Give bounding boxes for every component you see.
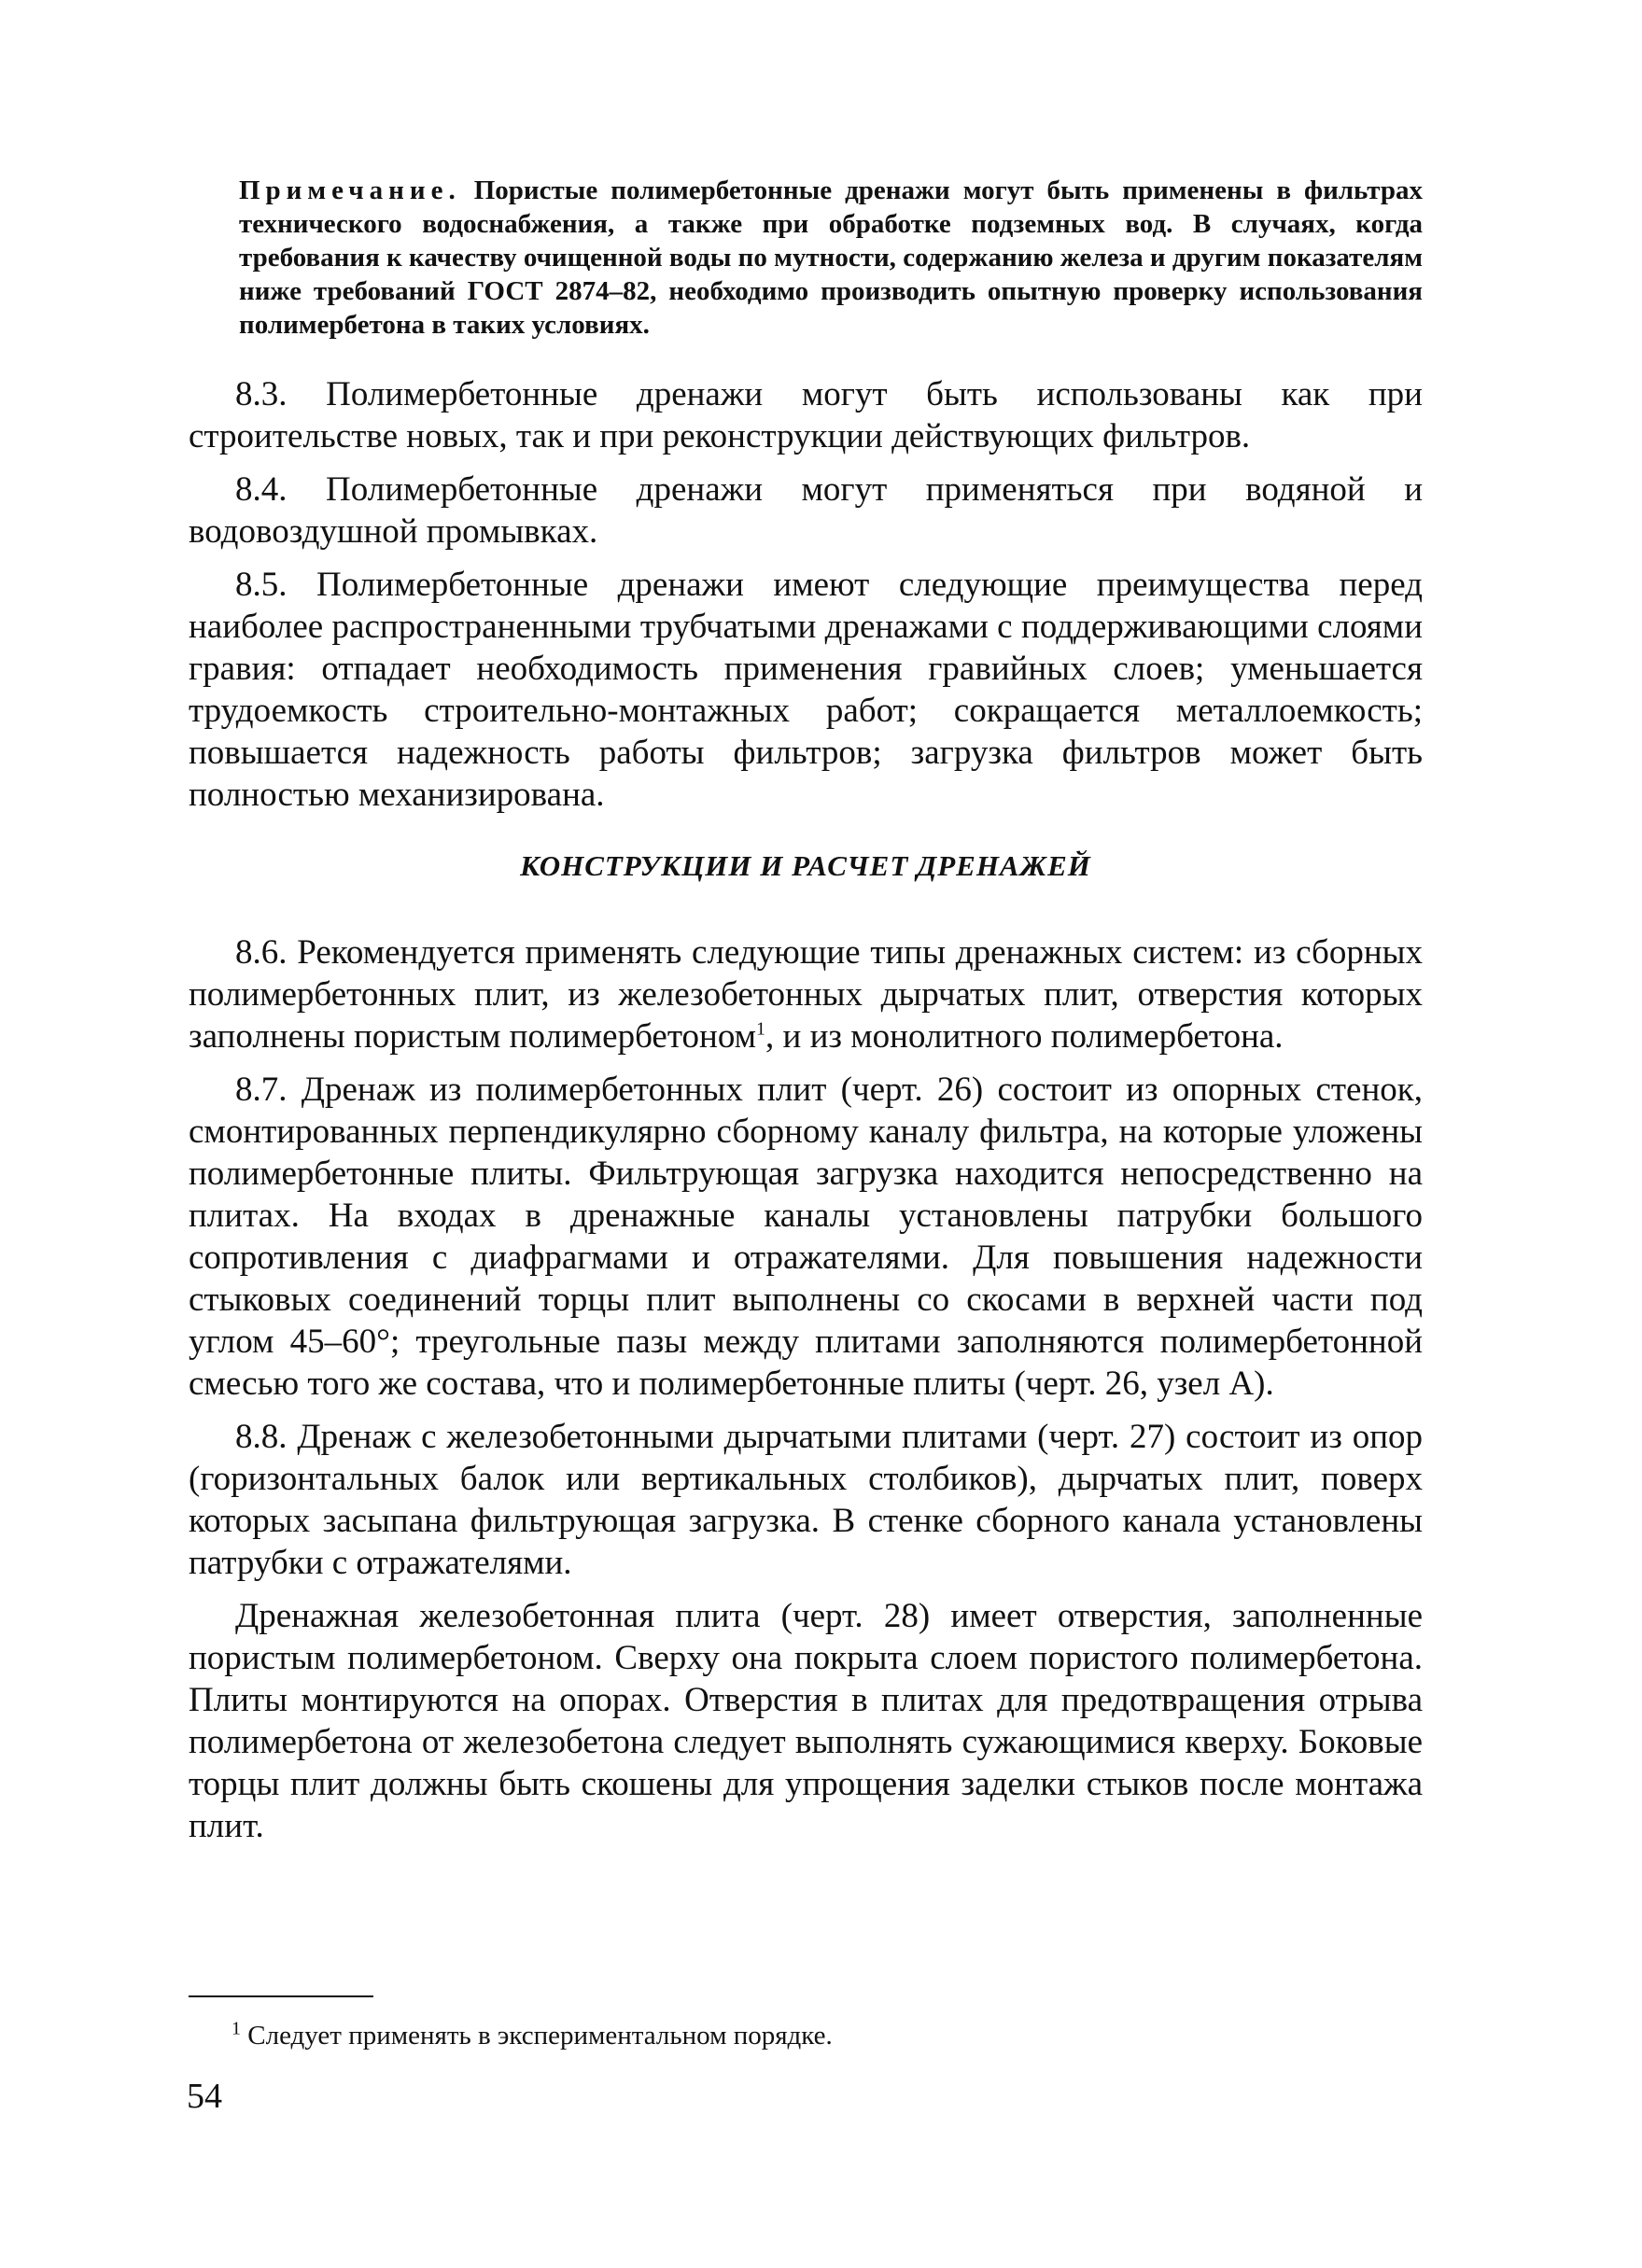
paragraph-8-7: [189, 1069, 1423, 1405]
paragraph-text-continued: , и из монолитного полимербетона.: [765, 1017, 1284, 1056]
footnote-mark: 1: [232, 2018, 241, 2039]
footnote-text: Следует применять в экспериментальном порядке.: [247, 2021, 833, 2051]
paragraphs-bottom: [189, 931, 1423, 1858]
section-title: КОНСТРУКЦИИ И РАСЧЕТ ДРЕНАЖЕЙ: [520, 849, 1091, 882]
paragraph-text: Полимербетонные дренажи могут применяться при водяной и водовоздушной промывках.: [189, 470, 1423, 551]
paragraph-8-6: [189, 931, 1423, 1057]
paragraph-drainage-plate: [189, 1595, 1423, 1847]
footnote: [232, 2019, 1352, 2052]
paragraph-number: 8.6.: [235, 933, 288, 972]
footnote-reference: 1: [756, 1018, 766, 1040]
note-block: [239, 174, 1423, 342]
paragraph-8-3: [189, 373, 1423, 457]
paragraph-number: 8.7.: [235, 1071, 288, 1109]
paragraph-number: 8.4.: [235, 470, 288, 509]
page-number: 54: [187, 2077, 222, 2116]
paragraph-text: Полимербетонные дренажи могут быть использованы как при строительстве новых, так и при реконструкции действующих фильтров.: [189, 375, 1423, 455]
paragraph-text: Дренаж из полимербетонных плит (черт. 26) состоит из опорных стенок, смонтированных перпендикулярно сборному каналу фильтра, на которые уложены полимербетонные плиты. Фильтрующая загрузка находится непосредственно на плитах. На входах в дренажные каналы установлены патрубки большого сопротивления с диафрагмами и отражателями. Для повышения надежности стыковых соединений торцы плит выполнены со скосами в верхней части под углом 45–60°; треугольные пазы между плитами заполняются полимербетонной смесью того же состава, что и полимербетонные плиты (черт. 26, узел А).: [189, 1071, 1424, 1403]
paragraph-8-5: [189, 564, 1423, 816]
paragraph-text: Полимербетонные дренажи имеют следующие преимущества перед наиболее распространенными трубчатыми дренажами с поддерживающими слоями гравия: отпадает необходимость применения гравийных слоев; уменьшается трудоемкость строительно-монтажных работ; сокращается металлоемкость; повышается надежность работы фильтров; загрузка фильтров может быть полностью механизирована.: [189, 566, 1423, 814]
paragraph-text: Дренажная железобетонная плита (черт. 28) имеет отверстия, заполненные пористым полимербетоном. Сверху она покрыта слоем пористого полимербетона. Плиты монтируются на опорах. Отверстия в плитах для предотвращения отрыва полимербетона от железобетона следует выполнять сужающимися кверху. Боковые торцы плит должны быть скошены для упрощения заделки стыков после монтажа плит.: [189, 1597, 1423, 1845]
footnote-divider: [189, 1995, 373, 1997]
note-label: Примечание.: [239, 175, 461, 205]
paragraph-number: 8.8.: [235, 1418, 288, 1456]
paragraph-8-4: [189, 469, 1423, 553]
paragraph-text: Дренаж с железобетонными дырчатыми плитами (черт. 27) состоит из опор (горизонтальных балок или вертикальных столбиков), дырчатых плит, поверх которых засыпана фильтрующая загрузка. В стенке сборного канала установлены патрубки с отражателями.: [189, 1418, 1423, 1582]
paragraph-text: Рекомендуется применять следующие типы дренажных систем: из сборных полимербетонных плит, из железобетонных дырчатых плит, отверстия которых заполнены пористым полимербетоном: [189, 933, 1424, 1056]
paragraph-number: 8.3.: [235, 375, 288, 413]
paragraphs-top: [189, 373, 1423, 827]
paragraph-number: 8.5.: [235, 566, 288, 604]
paragraph-8-8: [189, 1416, 1423, 1584]
note-text: Пористые полимербетонные дренажи могут быть применены в фильтрах технического водоснабжения, а также при обработке подземных вод. В случаях, когда требования к качеству очищенной воды по мутности, содержанию железа и другим показателям ниже требований ГОСТ 2874–82, необходимо производить опытную проверку использования полимербетона в таких условиях.: [239, 175, 1424, 340]
